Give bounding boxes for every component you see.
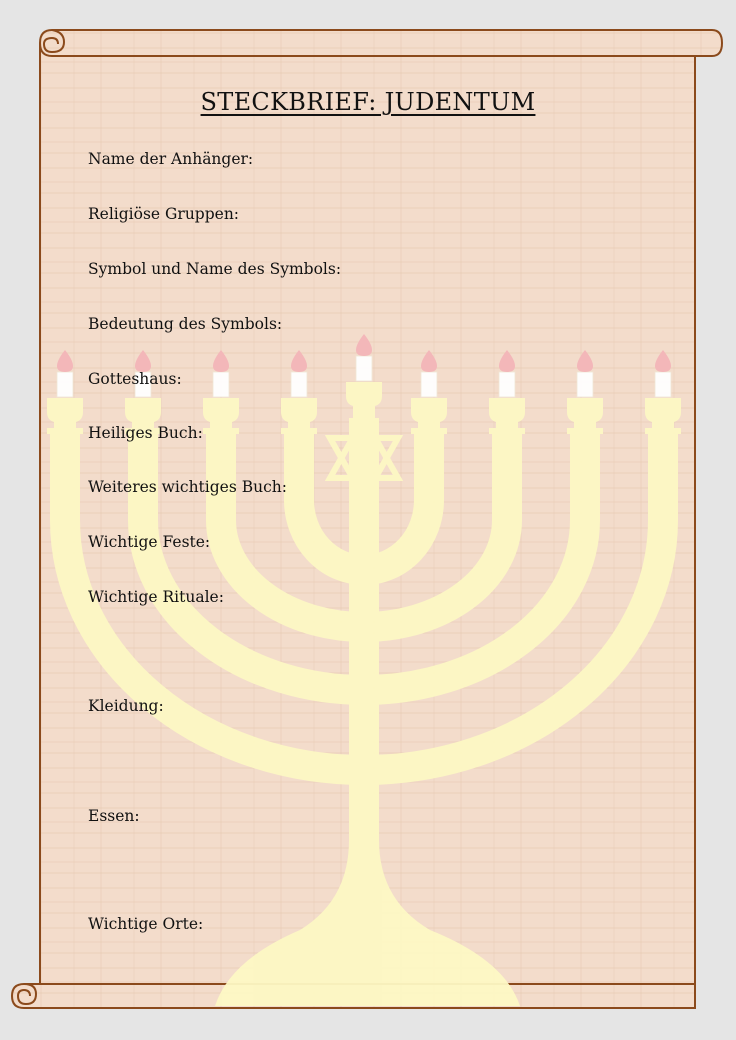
field-label-symbol-name: Symbol und Name des Symbols: [88,260,342,278]
field-label-house-of-worship: Gotteshaus: [88,370,182,388]
field-label-places: Wichtige Orte: [88,915,204,933]
field-label-followers: Name der Anhänger: [88,150,254,168]
field-label-holy-book: Heiliges Buch: [88,424,203,442]
field-label-festivals: Wichtige Feste: [88,533,211,551]
field-label-rituals: Wichtige Rituale: [88,588,224,606]
worksheet-title: STECKBRIEF: JUDENTUM [200,88,536,116]
field-label-symbol-meaning: Bedeutung des Symbols: [88,315,283,333]
field-label-religious-groups: Religiöse Gruppen: [88,205,240,223]
field-label-other-book: Weiteres wichtiges Buch: [88,478,287,496]
field-label-food: Essen: [88,807,140,825]
field-label-clothing: Kleidung: [88,697,164,715]
